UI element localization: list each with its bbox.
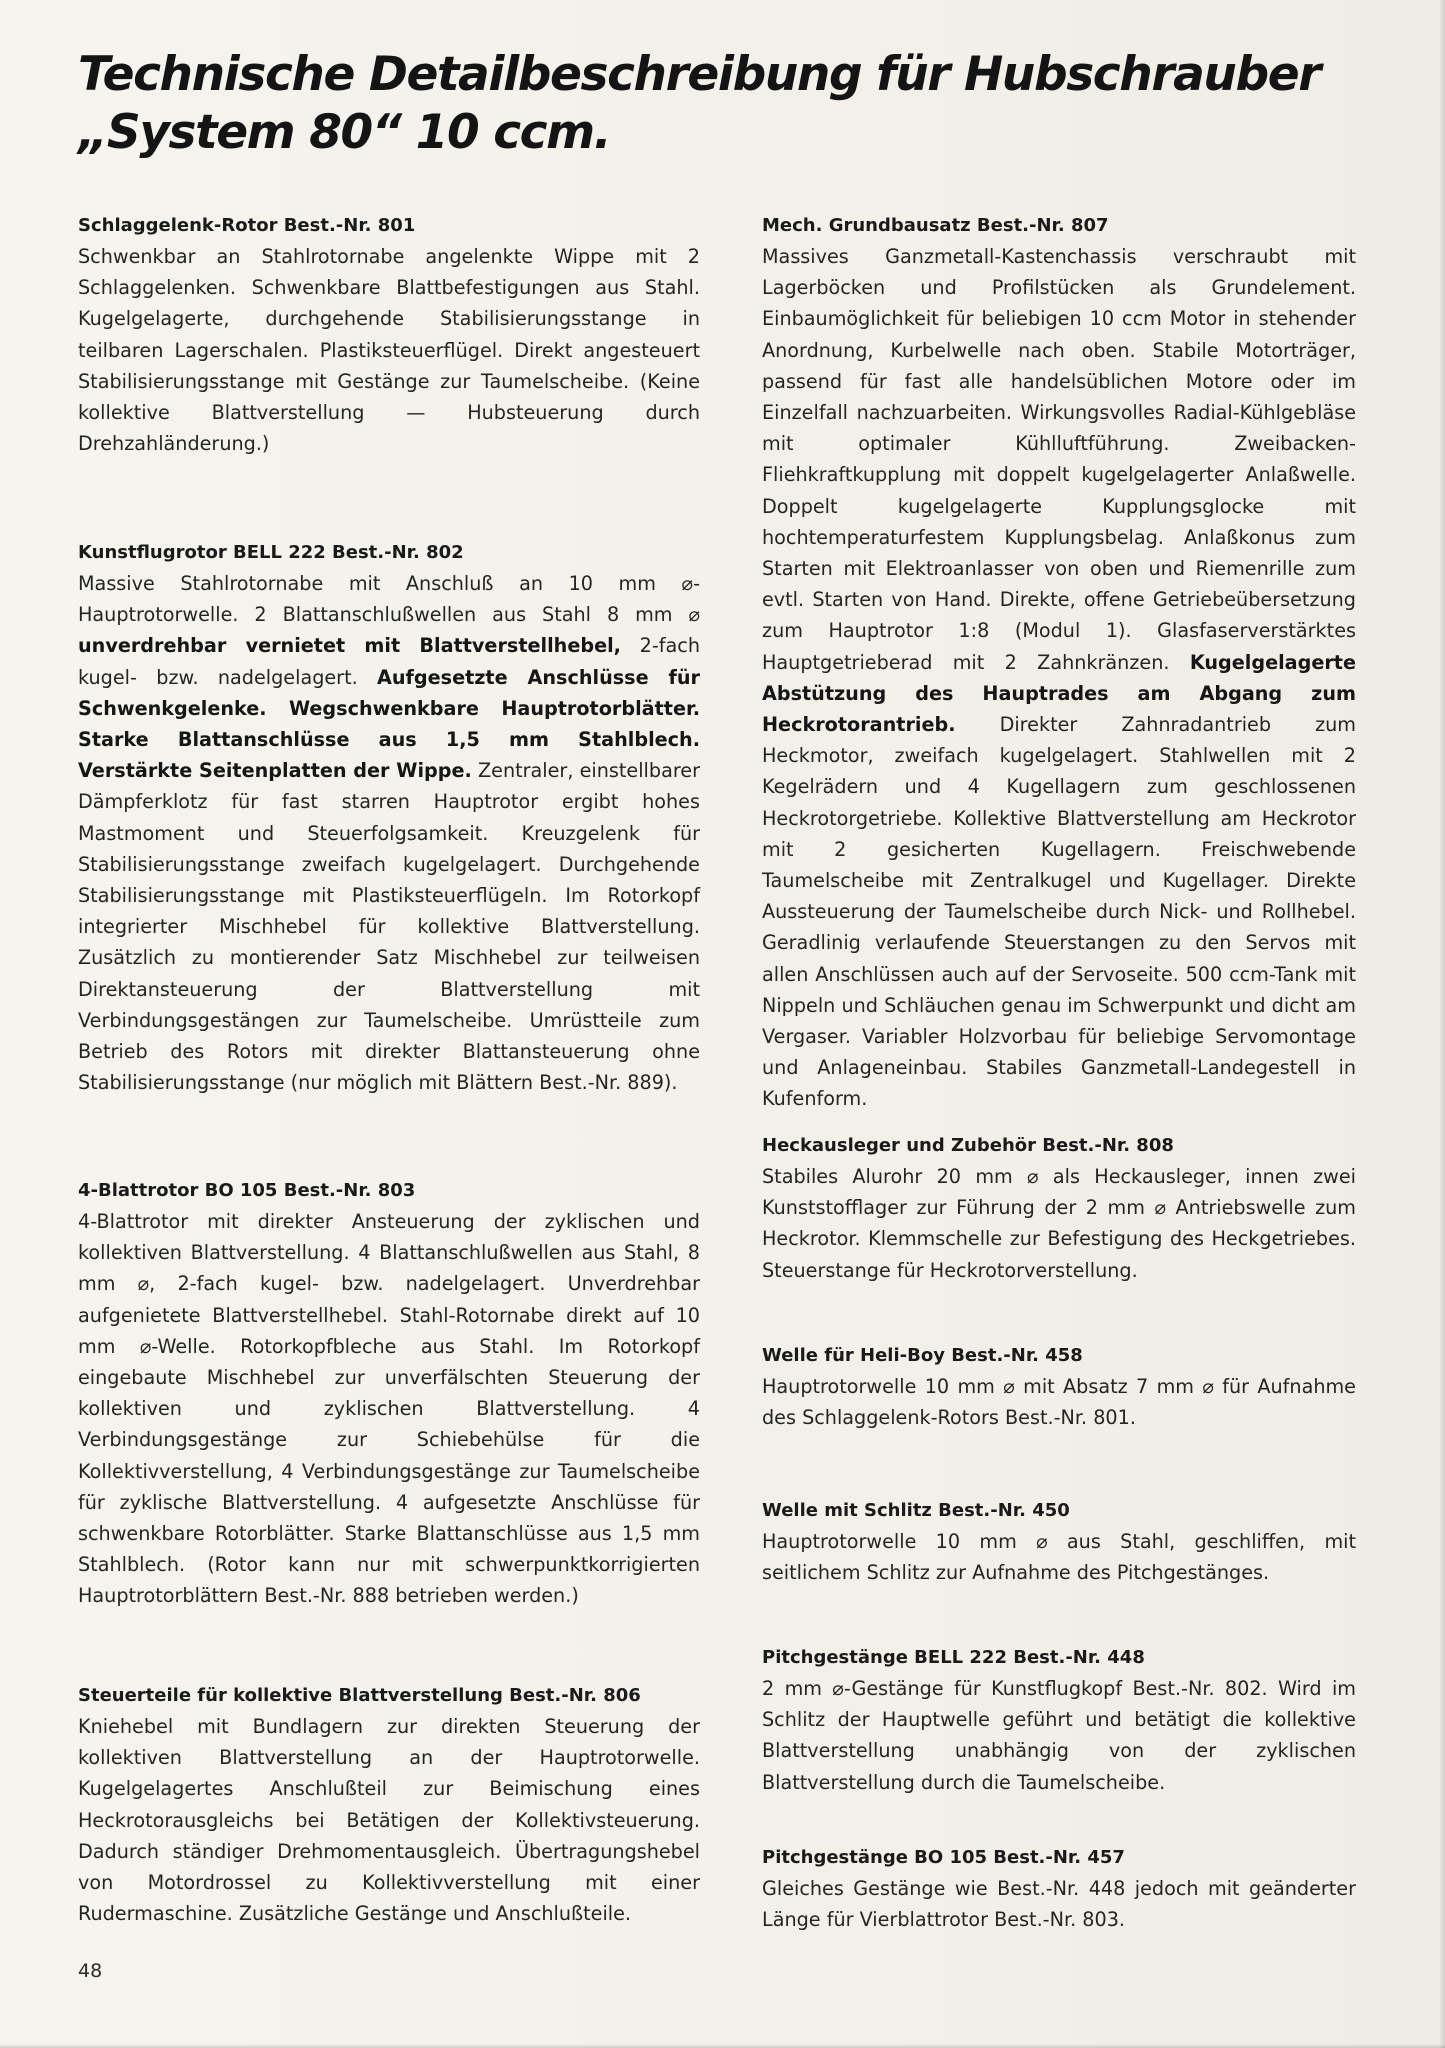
title-line-1: Technische Detailbeschreibung für Hubschrauber [78,47,1320,102]
page-bottom-shadow [0,2044,1445,2048]
section-4-blattrotor [78,1175,700,1612]
section-text: 2 mm ⌀-Gestänge für Kunstflugkopf Best.-Nr. 802. Wird im Schlitz der Hauptwelle geführt und betätigt die kollektive Blattverstellung unabhängig von der zyklischen Blattverstellung durch die Taumelscheibe. [762,1677,1356,1794]
section-heading: Mech. Grundbausatz Best.-Nr. 807 [762,215,1109,236]
section-heading: Pitchgestänge BO 105 Best.-Nr. 457 [762,1847,1125,1868]
title-line-2: „System 80“ 10 ccm. [78,105,611,160]
section-text: Kniehebel mit Bundlagern zur direkten Steuerung der kollektiven Blattverstellung an der Hauptrotorwelle. Kugelgelagertes Anschlußteil zur Beimischung eines Heckrotorausgleichs bei Betätigen der Kollektivsteuerung. Dadurch ständiger Drehmomentausgleich. Übertragungshebel von Motordrossel zu Kollektivverstellung mit einer Rudermaschine. Zusätzliche Gestänge und Anschlußteile. [78,1715,700,1926]
section-heading: Heckausleger und Zubehör Best.-Nr. 808 [762,1135,1174,1156]
section-text: 4-Blattrotor mit direkter Ansteuerung der zyklischen und kollektiven Blattverstellung. 4 Blattanschlußwellen aus Stahl, 8 mm ⌀, 2-fach kugel- bzw. nadelgelagert. Unverdrehbar aufgenietete Blattverstellhebel. Stahl-Rotornabe direkt auf 10 mm ⌀-Welle. Rotorkopfbleche aus Stahl. Im Rotorkopf eingebaute Mischhebel zur unverfälschten Steuerung der kollektiven und zyklischen Blattverstellung. 4 Verbindungsgestänge zur Schiebehülse für die Kollektivverstellung, 4 Verbindungsgestänge zur Taumelscheibe für zyklische Blattverstellung. 4 aufgesetzte Anschlüsse für schwenkbare Rotorblätter. Starke Blattanschlüsse aus 1,5 mm Stahlblech. (Rotor kann nur mit schwerpunktkorrigierten Hauptrotorblättern Best.-Nr. 888 betrieben werden.) [78,1210,700,1608]
section-text: Stabiles Alurohr 20 mm ⌀ als Heckausleger, innen zwei Kunststofflager zur Führung der 2 mm ⌀ Antriebswelle zum Heckrotor. Klemmschelle zur Befestigung des Heckgetriebes. Steuerstange für Heckrotorverstellung. [762,1165,1356,1282]
section-heading: Schlaggelenk-Rotor Best.-Nr. 801 [78,215,416,236]
section-text: Gleiches Gestänge wie Best.-Nr. 448 jedoch mit geänderter Länge für Vierblattrotor Best.-Nr. 803. [762,1877,1356,1932]
page-title [78,46,1378,162]
bold-text-run: unverdrehbar vernietet mit Blattverstellhebel, [78,634,621,658]
section-text: Hauptrotorwelle 10 mm ⌀ aus Stahl, geschliffen, mit seitlichem Schlitz zur Aufnahme des Pitchgestänges. [762,1530,1356,1585]
page-number: 48 [78,1960,103,1982]
section-text: Hauptrotorwelle 10 mm ⌀ mit Absatz 7 mm ⌀ für Aufnahme des Schlaggelenk-Rotors Best.-Nr. 801. [762,1375,1356,1430]
text-run: Massives Ganzmetall-Kastenchassis verschraubt mit Lagerböcken und Profilstücken als Grundelement. Einbaumöglichkeit für beliebigen 10 ccm Motor in stehender Anordnung, Kurbelwelle nach oben. Stabile Motorträger, passend für fast alle handelsüblichen Motore oder im Einzelfall nachzuarbeiten. Wirkungsvolles Radial-Kühlgebläse mit optimaler Kühlluftführung. Zweibacken-Fliehkraftkupplung mit doppelt kugelgelagerter Anlaßwelle. Doppelt kugelgelagerte Kupplungsglocke mit hochtemperaturfestem Kupplungsbelag. Anlaßkonus zum Starten mit Elektroanlasser von oben und Riemenrille zum evtl. Starten von Hand. Direkte, offene Getriebeübersetzung zum Hauptrotor 1:8 (Modul 1). Glasfaserverstärktes Hauptgetrieberad mit 2 Zahnkränzen. [762,245,1356,674]
section-steuerteile [78,1680,700,1929]
section-heading: Pitchgestänge BELL 222 Best.-Nr. 448 [762,1647,1145,1668]
section-text [78,568,700,1098]
text-run: Massive Stahlrotornabe mit Anschluß an 10 mm ⌀-Hauptrotorwelle. 2 Blattanschlußwellen aus Stahl 8 mm ⌀ [78,572,700,627]
section-text: Schwenkbar an Stahlrotornabe angelenkte Wippe mit 2 Schlaggelenken. Schwenkbare Blattbefestigungen aus Stahl. Kugelgelagerte, durchgehende Stabilisierungsstange in teilbaren Lagerschalen. Plastiksteuerflügel. Direkt angesteuert Stabilisierungsstange mit Gestänge zur Taumelscheibe. (Keine kollektive Blattverstellung — Hubsteuerung durch Drehzahländerung.) [78,245,700,456]
bold-text-run: Kugelgelagerte Abstützung des Hauptrades am Abgang zum Heckrotorantrieb. [762,650,1356,737]
section-heckausleger [762,1130,1356,1286]
section-heading: 4-Blattrotor BO 105 Best.-Nr. 803 [78,1180,416,1201]
section-schlaggelenk-rotor [78,210,700,459]
section-kunstflugrotor [78,537,700,1098]
section-pitchgestaenge-bell [762,1642,1356,1798]
section-heading: Steuerteile für kollektive Blattverstellung Best.-Nr. 806 [78,1685,641,1706]
section-grundbausatz [762,210,1356,1115]
section-pitchgestaenge-bo105 [762,1842,1356,1935]
section-text [762,241,1356,1115]
section-welle-heli-boy [762,1340,1356,1433]
text-run: Direkter Zahnradantrieb zum Heckmotor, zweifach kugelgelagert. Stahlwellen mit 2 Kegelrädern und 4 Kugellagern zum geschlossenen Heckrotorgetriebe. Kollektive Blattverstellung am Heckrotor mit 2 gesicherten Kugellagern. Freischwebende Taumelscheibe mit Zentralkugel und Kugellager. Direkte Aussteuerung der Taumelscheibe durch Nick- und Rollhebel. Geradlinig verlaufende Steuerstangen zu den Servos mit allen Anschlüssen auch auf der Servoseite. 500 ccm-Tank mit Nippeln und Schläuchen genau im Schwerpunkt und dicht am Vergaser. Variabler Holzvorbau für beliebige Servomontage und Anlageneinbau. Stabiles Ganzmetall-Landegestell in Kufenform. [762,713,1356,1111]
text-run: 2-fach kugel- bzw. nadelgelagert. [78,634,700,689]
bold-text-run: Aufgesetzte Anschlüsse für Schwenkgelenke. Wegschwenkbare Hauptrotorblätter. Starke Blattanschlüsse aus 1,5 mm Stahlblech. Verstärkte Seitenplatten der Wippe. [78,665,700,783]
section-heading: Welle für Heli-Boy Best.-Nr. 458 [762,1345,1083,1366]
text-run: Zentraler, einstellbarer Dämpferklotz für fast starren Hauptrotor ergibt hohes Mastmoment und Steuerfolgsamkeit. Kreuzgelenk für Stabilisierungsstange zweifach kugelgelagert. Durchgehende Stabilisierungsstange mit Plastiksteuerflügeln. Im Rotorkopf integrierter Mischhebel für kollektive Blattverstellung. Zusätzlich zu montierender Satz Mischhebel zur teilweisen Direktansteuerung der Blattverstellung mit Verbindungsgestängen zur Taumelscheibe. Umrüstteile zum Betrieb des Rotors mit direkter Blattansteuerung ohne Stabilisierungsstange (nur möglich mit Blättern Best.-Nr. 889). [78,759,700,1095]
section-heading: Welle mit Schlitz Best.-Nr. 450 [762,1500,1070,1521]
section-welle-schlitz [762,1495,1356,1588]
page-edge-shadow [1439,0,1445,2048]
section-heading: Kunstflugrotor BELL 222 Best.-Nr. 802 [78,542,464,563]
